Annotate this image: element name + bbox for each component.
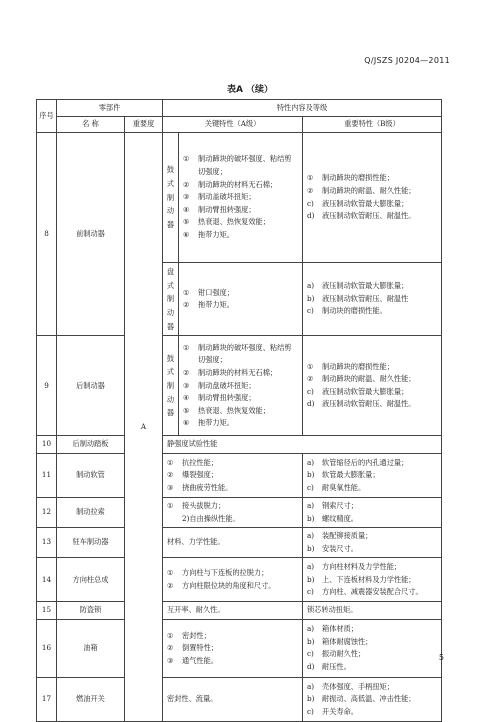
item-marker: a) — [307, 457, 315, 467]
table-row — [37, 528, 442, 558]
list-item — [307, 386, 437, 399]
item-marker: b) — [307, 513, 315, 523]
list-item — [167, 655, 298, 668]
item-marker: c) — [307, 706, 314, 716]
list-item — [167, 500, 298, 513]
item-text: 制动臂扭转强度； — [198, 204, 256, 214]
row-seq: 14 — [37, 558, 57, 602]
col-header-key: 关键特性（A级） — [163, 117, 303, 133]
item-text: 液压制动软管耐压、耐温性。 — [322, 399, 416, 409]
item-text: 安装尺寸。 — [322, 543, 358, 553]
list-item — [183, 417, 298, 430]
item-text: 方向柱、减震器安装配合尺寸。 — [322, 587, 423, 597]
item-text: 制动蹄块的磨损性能； — [322, 173, 394, 183]
list-item — [183, 191, 298, 204]
item-text: 2)自由操纵性能。 — [182, 513, 240, 523]
list-item — [183, 179, 298, 192]
list-item — [307, 172, 437, 185]
item-text: 制动蹄块的磨损性能； — [322, 361, 394, 371]
item-text: 爆裂强度； — [182, 470, 218, 480]
item-text: 方向柱与下连板的拉脱力； — [182, 568, 269, 578]
row-part-name: 后制动器 — [57, 336, 125, 436]
row-part-name: 后制动踏板 — [57, 436, 125, 454]
item-text: 热衰退、热恢复效能； — [198, 217, 270, 227]
item-marker: ③ — [167, 482, 174, 492]
brake-type-char: 鼓 — [166, 353, 175, 363]
item-marker: d) — [307, 662, 315, 672]
item-marker: ① — [183, 287, 190, 297]
list-item — [307, 482, 437, 495]
major-characteristics — [303, 336, 442, 436]
list-item — [307, 210, 437, 223]
col-header-name: 名 称 — [57, 117, 125, 133]
item-marker: a) — [307, 681, 315, 691]
standard-code: Q/JSZS J0204—2011 — [364, 56, 450, 65]
item-text: 制动蹄块的耐温、耐久性能； — [322, 185, 416, 195]
list-item — [307, 469, 437, 482]
table-row — [37, 453, 442, 497]
spec-table-wrapper — [36, 99, 441, 722]
item-text: 接头拔脱力； — [182, 500, 226, 510]
item-text: 密封性； — [182, 630, 211, 640]
list-item — [307, 530, 437, 543]
major-characteristics — [303, 453, 442, 497]
item-text: 螺纹精度。 — [322, 513, 358, 523]
item-marker: ② — [307, 185, 314, 195]
item-text: 制动盘破坏扭矩； — [198, 380, 256, 390]
item-text: 拖带力矩。 — [198, 229, 234, 239]
list-item — [307, 681, 437, 694]
item-text: 热衰退、热恢复效能； — [198, 405, 270, 415]
row-part-name: 制动拉索 — [57, 497, 125, 527]
item-text: 制动块的磨损性能。 — [322, 306, 387, 316]
item-text: 振动耐久性； — [322, 649, 366, 659]
list-item — [307, 513, 437, 526]
row-part-name: 燃油开关 — [57, 677, 125, 721]
item-marker: c) — [307, 649, 314, 659]
item-marker: ① — [307, 361, 314, 371]
col-header-spec: 特性内容及等级 — [163, 100, 442, 117]
list-item — [183, 299, 298, 312]
list-item — [167, 580, 298, 593]
item-text: 液压制动软管耐压、耐温性。 — [322, 211, 416, 221]
item-marker — [167, 513, 182, 526]
item-text: 制动蹄块的破坏强度、粘结剪切强度； — [198, 342, 292, 365]
major-characteristics — [303, 497, 442, 527]
key-characteristics — [179, 263, 303, 336]
list-item — [167, 457, 298, 470]
brake-type-char: 式 — [166, 367, 175, 377]
item-text: 耐振动、高低温、冲击性能； — [322, 694, 416, 704]
brake-type-char: 动 — [166, 308, 175, 318]
row-seq: 17 — [37, 677, 57, 721]
item-marker: ② — [307, 374, 314, 384]
list-item — [307, 361, 437, 374]
list-item — [307, 198, 437, 211]
key-characteristics: 密封性、流量。 — [163, 677, 303, 721]
row-seq: 8 — [37, 133, 57, 336]
col-header-importance: 重要度 — [125, 117, 163, 133]
major-characteristics — [303, 263, 442, 336]
item-marker: ③ — [167, 655, 174, 665]
item-marker: ① — [183, 154, 190, 164]
item-marker: d) — [307, 211, 315, 221]
list-item — [167, 567, 298, 580]
item-text: 挠曲疲劳性能。 — [182, 482, 233, 492]
item-text: 拖带力矩。 — [198, 418, 234, 428]
table-row — [37, 436, 442, 454]
item-marker: b) — [307, 636, 315, 646]
list-item — [183, 229, 298, 242]
row-part-name: 制动软管 — [57, 453, 125, 497]
brake-type-label — [163, 263, 179, 336]
list-item — [183, 216, 298, 229]
item-marker: b) — [307, 574, 315, 584]
list-item — [307, 574, 437, 587]
row-seq: 11 — [37, 453, 57, 497]
item-marker: c) — [307, 386, 314, 396]
item-text: 开关寿命。 — [322, 706, 358, 716]
item-text: 箱体材质； — [322, 624, 358, 634]
list-item — [183, 342, 298, 367]
item-marker: ② — [183, 300, 190, 310]
list-item — [307, 280, 437, 293]
table-row — [37, 602, 442, 620]
row-part-name: 防盗锁 — [57, 602, 125, 620]
item-marker: a) — [307, 561, 315, 571]
major-characteristics — [303, 528, 442, 558]
brake-type-char: 鼓 — [166, 165, 175, 175]
item-marker: ② — [167, 580, 174, 590]
list-item — [307, 500, 437, 513]
item-text: 耐压性。 — [322, 662, 351, 672]
key-characteristics: 互开率、耐久性。 — [163, 602, 303, 620]
row-part-name: 油箱 — [57, 619, 125, 677]
list-item — [307, 706, 437, 719]
item-text: 制动臂扭转强度； — [198, 393, 256, 403]
item-text: 制动蹄块的材料无石棉； — [198, 179, 278, 189]
row-part-name: 驻车制动器 — [57, 528, 125, 558]
item-marker: b) — [307, 470, 315, 480]
list-item — [307, 648, 437, 661]
item-marker: b) — [307, 293, 315, 303]
item-text: 软管最大膨胀量； — [322, 470, 380, 480]
brake-type-char: 盘 — [166, 267, 175, 276]
item-marker: c) — [307, 587, 314, 597]
brake-type-char: 器 — [166, 220, 175, 229]
item-marker: ② — [183, 367, 190, 377]
item-marker: ④ — [183, 393, 190, 403]
item-text: 制动蹄块的破坏强度、粘结剪切强度； — [198, 154, 292, 177]
item-marker: ⑤ — [183, 217, 190, 227]
table-row — [37, 133, 442, 263]
item-marker: ④ — [183, 204, 190, 214]
list-item — [307, 457, 437, 470]
item-text: 液压制动软管最大膨胀量； — [322, 281, 409, 291]
item-marker: c) — [307, 482, 314, 492]
item-marker: ① — [167, 500, 174, 510]
item-marker: ① — [307, 173, 314, 183]
table-caption: 表A （续） — [226, 85, 274, 95]
item-marker: ① — [167, 568, 174, 578]
item-text: 钢索尺寸； — [322, 500, 358, 510]
row-seq: 16 — [37, 619, 57, 677]
major-characteristics — [303, 133, 442, 263]
row-seq: 13 — [37, 528, 57, 558]
item-marker: b) — [307, 543, 315, 553]
list-item — [307, 398, 437, 411]
brake-type-char: 制 — [166, 192, 175, 202]
item-marker: d) — [307, 399, 315, 409]
table-row — [37, 558, 442, 602]
row-seq: 15 — [37, 602, 57, 620]
item-text: 耐臭氧性能。 — [322, 482, 366, 492]
col-header-major: 重要特性（B级） — [303, 117, 442, 133]
item-text: 制动蹄块的耐温、耐久性能； — [322, 374, 416, 384]
list-item — [307, 293, 437, 306]
item-text: 拖带力矩。 — [198, 300, 234, 310]
item-marker: c) — [307, 306, 314, 316]
item-marker: a) — [307, 500, 315, 510]
item-marker: a) — [307, 281, 315, 291]
item-marker: ① — [167, 457, 174, 467]
brake-type-char: 动 — [166, 394, 175, 404]
list-item — [183, 204, 298, 217]
list-item — [183, 153, 298, 178]
brake-type-char: 器 — [166, 408, 175, 418]
brake-type-char: 动 — [166, 206, 175, 216]
table-row — [37, 677, 442, 721]
list-item — [167, 630, 298, 643]
item-marker: ③ — [183, 380, 190, 390]
brake-type-char: 制 — [166, 381, 175, 391]
item-text: 方向柱材料及力学性能； — [322, 561, 402, 571]
row-seq: 9 — [37, 336, 57, 436]
list-item — [307, 636, 437, 649]
list-item — [307, 185, 437, 198]
item-text: 通气性能。 — [182, 655, 218, 665]
item-marker: b) — [307, 694, 315, 704]
item-text: 倒置特性； — [182, 643, 218, 653]
key-characteristics — [179, 336, 303, 436]
key-characteristics: 材料、力学性能。 — [163, 528, 303, 558]
col-header-seq: 序号 — [37, 100, 57, 133]
row-seq: 12 — [37, 497, 57, 527]
list-item — [167, 469, 298, 482]
item-marker: ① — [183, 342, 190, 352]
item-marker: ② — [167, 470, 174, 480]
page-number: 5 — [438, 653, 444, 662]
item-text: 方向柱限位块的角度和尺寸。 — [182, 580, 276, 590]
item-text: 抗拉性能； — [182, 457, 218, 467]
brake-type-char: 制 — [166, 294, 175, 304]
item-marker: ③ — [183, 192, 190, 202]
table-row — [37, 336, 442, 436]
item-text: 装配铆接质量； — [322, 531, 373, 541]
item-text: 箱体耐腐蚀性； — [322, 636, 373, 646]
list-item — [167, 513, 298, 526]
item-text: 钳口强度； — [198, 287, 234, 297]
item-marker: a) — [307, 624, 315, 634]
table-body — [37, 133, 442, 722]
item-marker: ⑥ — [183, 418, 190, 428]
item-marker: c) — [307, 198, 314, 208]
brake-type-char: 器 — [166, 321, 175, 331]
key-characteristics — [163, 453, 303, 497]
table-row — [37, 497, 442, 527]
list-item — [307, 373, 437, 386]
list-item — [307, 693, 437, 706]
list-item — [183, 405, 298, 418]
list-item — [183, 380, 298, 393]
major-characteristics: 锁芯转动扭矩。 — [303, 602, 442, 620]
major-characteristics — [303, 619, 442, 677]
key-characteristics — [163, 619, 303, 677]
list-item — [167, 642, 298, 655]
major-characteristics — [303, 677, 442, 721]
item-marker: ① — [167, 630, 174, 640]
spec-table — [36, 99, 442, 722]
key-characteristics — [179, 133, 303, 263]
list-item — [307, 623, 437, 636]
brake-type-char: 式 — [166, 280, 175, 290]
list-item — [307, 561, 437, 574]
table-row — [37, 619, 442, 677]
item-text: 制动盖破坏扭矩； — [198, 192, 256, 202]
list-item — [183, 287, 298, 300]
item-text: 上、下连板材料及力学性能； — [322, 574, 416, 584]
item-marker: ⑥ — [183, 229, 190, 239]
list-item — [307, 586, 437, 599]
key-characteristics — [163, 497, 303, 527]
item-text: 壳体强度、手柄扭矩； — [322, 681, 394, 691]
major-characteristics — [303, 558, 442, 602]
item-marker: ② — [167, 643, 174, 653]
brake-type-label — [163, 336, 179, 436]
list-item — [307, 661, 437, 674]
list-item — [167, 482, 298, 495]
list-item — [183, 367, 298, 380]
item-text: 液压制动软管最大膨胀量； — [322, 386, 409, 396]
key-characteristics — [163, 558, 303, 602]
list-item — [307, 543, 437, 556]
item-text: 液压制动软管最大膨胀量； — [322, 198, 409, 208]
col-header-part: 零部件 — [57, 100, 163, 117]
characteristics-span: 静强度试验性能 — [163, 436, 442, 454]
row-seq: 10 — [37, 436, 57, 454]
item-marker: a) — [307, 531, 315, 541]
row-part-name: 方向柱总成 — [57, 558, 125, 602]
brake-type-label — [163, 133, 179, 263]
list-item — [183, 392, 298, 405]
item-text: 制动蹄块的材料无石棉； — [198, 367, 278, 377]
item-text: 软管缩径后的内孔通过量； — [322, 457, 409, 467]
item-marker: ② — [183, 179, 190, 189]
item-text: 液压制动软管耐压、耐温性 — [322, 293, 409, 303]
item-marker: ⑤ — [183, 405, 190, 415]
row-part-name: 前制动器 — [57, 133, 125, 336]
brake-type-char: 式 — [166, 178, 175, 188]
importance-grade: A — [125, 133, 163, 722]
list-item — [307, 305, 437, 318]
